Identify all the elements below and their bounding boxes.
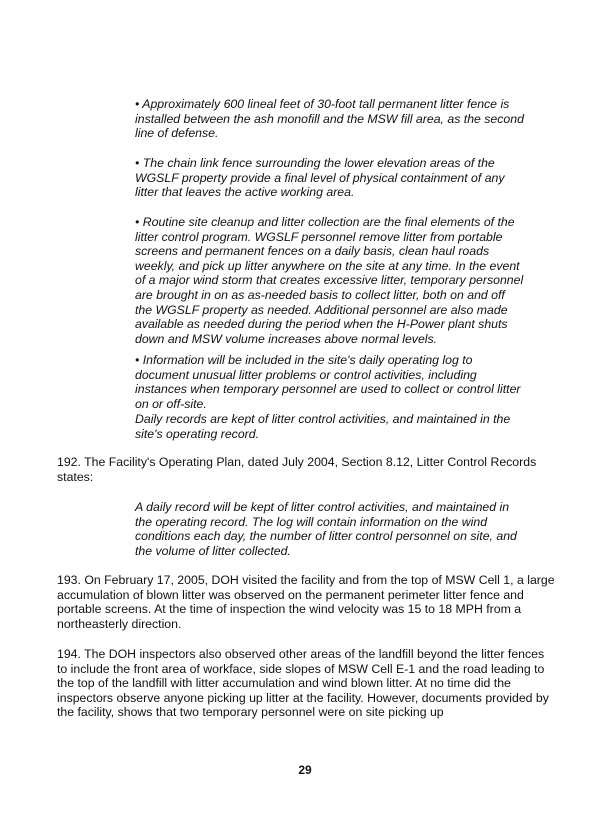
bullet-daily-log — [135, 353, 525, 411]
bullet-text: • Routine site cleanup and litter collection are the final elements of the litter control program. WGSLF personnel remove litter from portable screens and permanent fences on a daily basis, clean haul roads weekly, and pick up litter anywhere on the site at any time. In the event of a major wind storm that creates excessive litter, temporary personnel are brought in on as as-needed basis to collect litter, both on and off the WGSLF property as needed. Additional personnel are also made available as needed during the period when the H-Power plant shuts down and MSW volume increases above normal levels. — [135, 215, 524, 346]
paragraph-194 — [57, 647, 557, 720]
page-number: 29 — [298, 763, 312, 777]
bullet-text: • Approximately 600 lineal feet of 30-foot tall permanent litter fence is installed between the ash monofill and the MSW fill area, as the second line of defense. — [135, 97, 524, 141]
bullet-chain-link-fence — [135, 156, 525, 200]
paragraph-text: 192. The Facility's Operating Plan, dated July 2004, Section 8.12, Litter Control Records states: — [57, 455, 537, 484]
quote-litter-control-records — [135, 500, 525, 558]
bullet-text: • Information will be included in the site's daily operating log to document unusual litter problems or control activities, including instances when temporary personnel are used to collect or control litter on or off-site. — [135, 353, 521, 411]
paragraph-192 — [57, 455, 557, 484]
quote-text: A daily record will be kept of litter control activities, and maintained in the operating record. The log will contain information on the wind conditions each day, the number of litter control personnel on site, and the volume of litter collected. — [135, 500, 517, 558]
daily-records-statement — [135, 412, 525, 441]
bullet-second-line-of-defense — [135, 97, 525, 141]
bullet-text: • The chain link fence surrounding the lower elevation areas of the WGSLF property provide a final level of physical containment of any litter that leaves the active working area. — [135, 156, 505, 200]
paragraph-text: 193. On February 17, 2005, DOH visited the facility and from the top of MSW Cell 1, a large accumulation of blown litter was observed on the permanent perimeter litter fence and portable screens. At the time of inspection the wind velocity was 15 to 18 MPH from a northeasterly direction. — [57, 573, 555, 631]
paragraph-text: 194. The DOH inspectors also observed other areas of the landfill beyond the litter fences to include the front area of workface, side slopes of MSW Cell E-1 and the road leading to the top of the landfill with litter accumulation and wind blown litter. At no time did the inspectors observe anyone picking up litter at the facility. However, documents provided by the facility, shows that two temporary personnel were on site picking up — [57, 647, 549, 720]
paragraph-193 — [57, 573, 557, 631]
daily-records-text: Daily records are kept of litter control activities, and maintained in the site's operating record. — [135, 412, 511, 441]
bullet-routine-cleanup — [135, 215, 525, 346]
